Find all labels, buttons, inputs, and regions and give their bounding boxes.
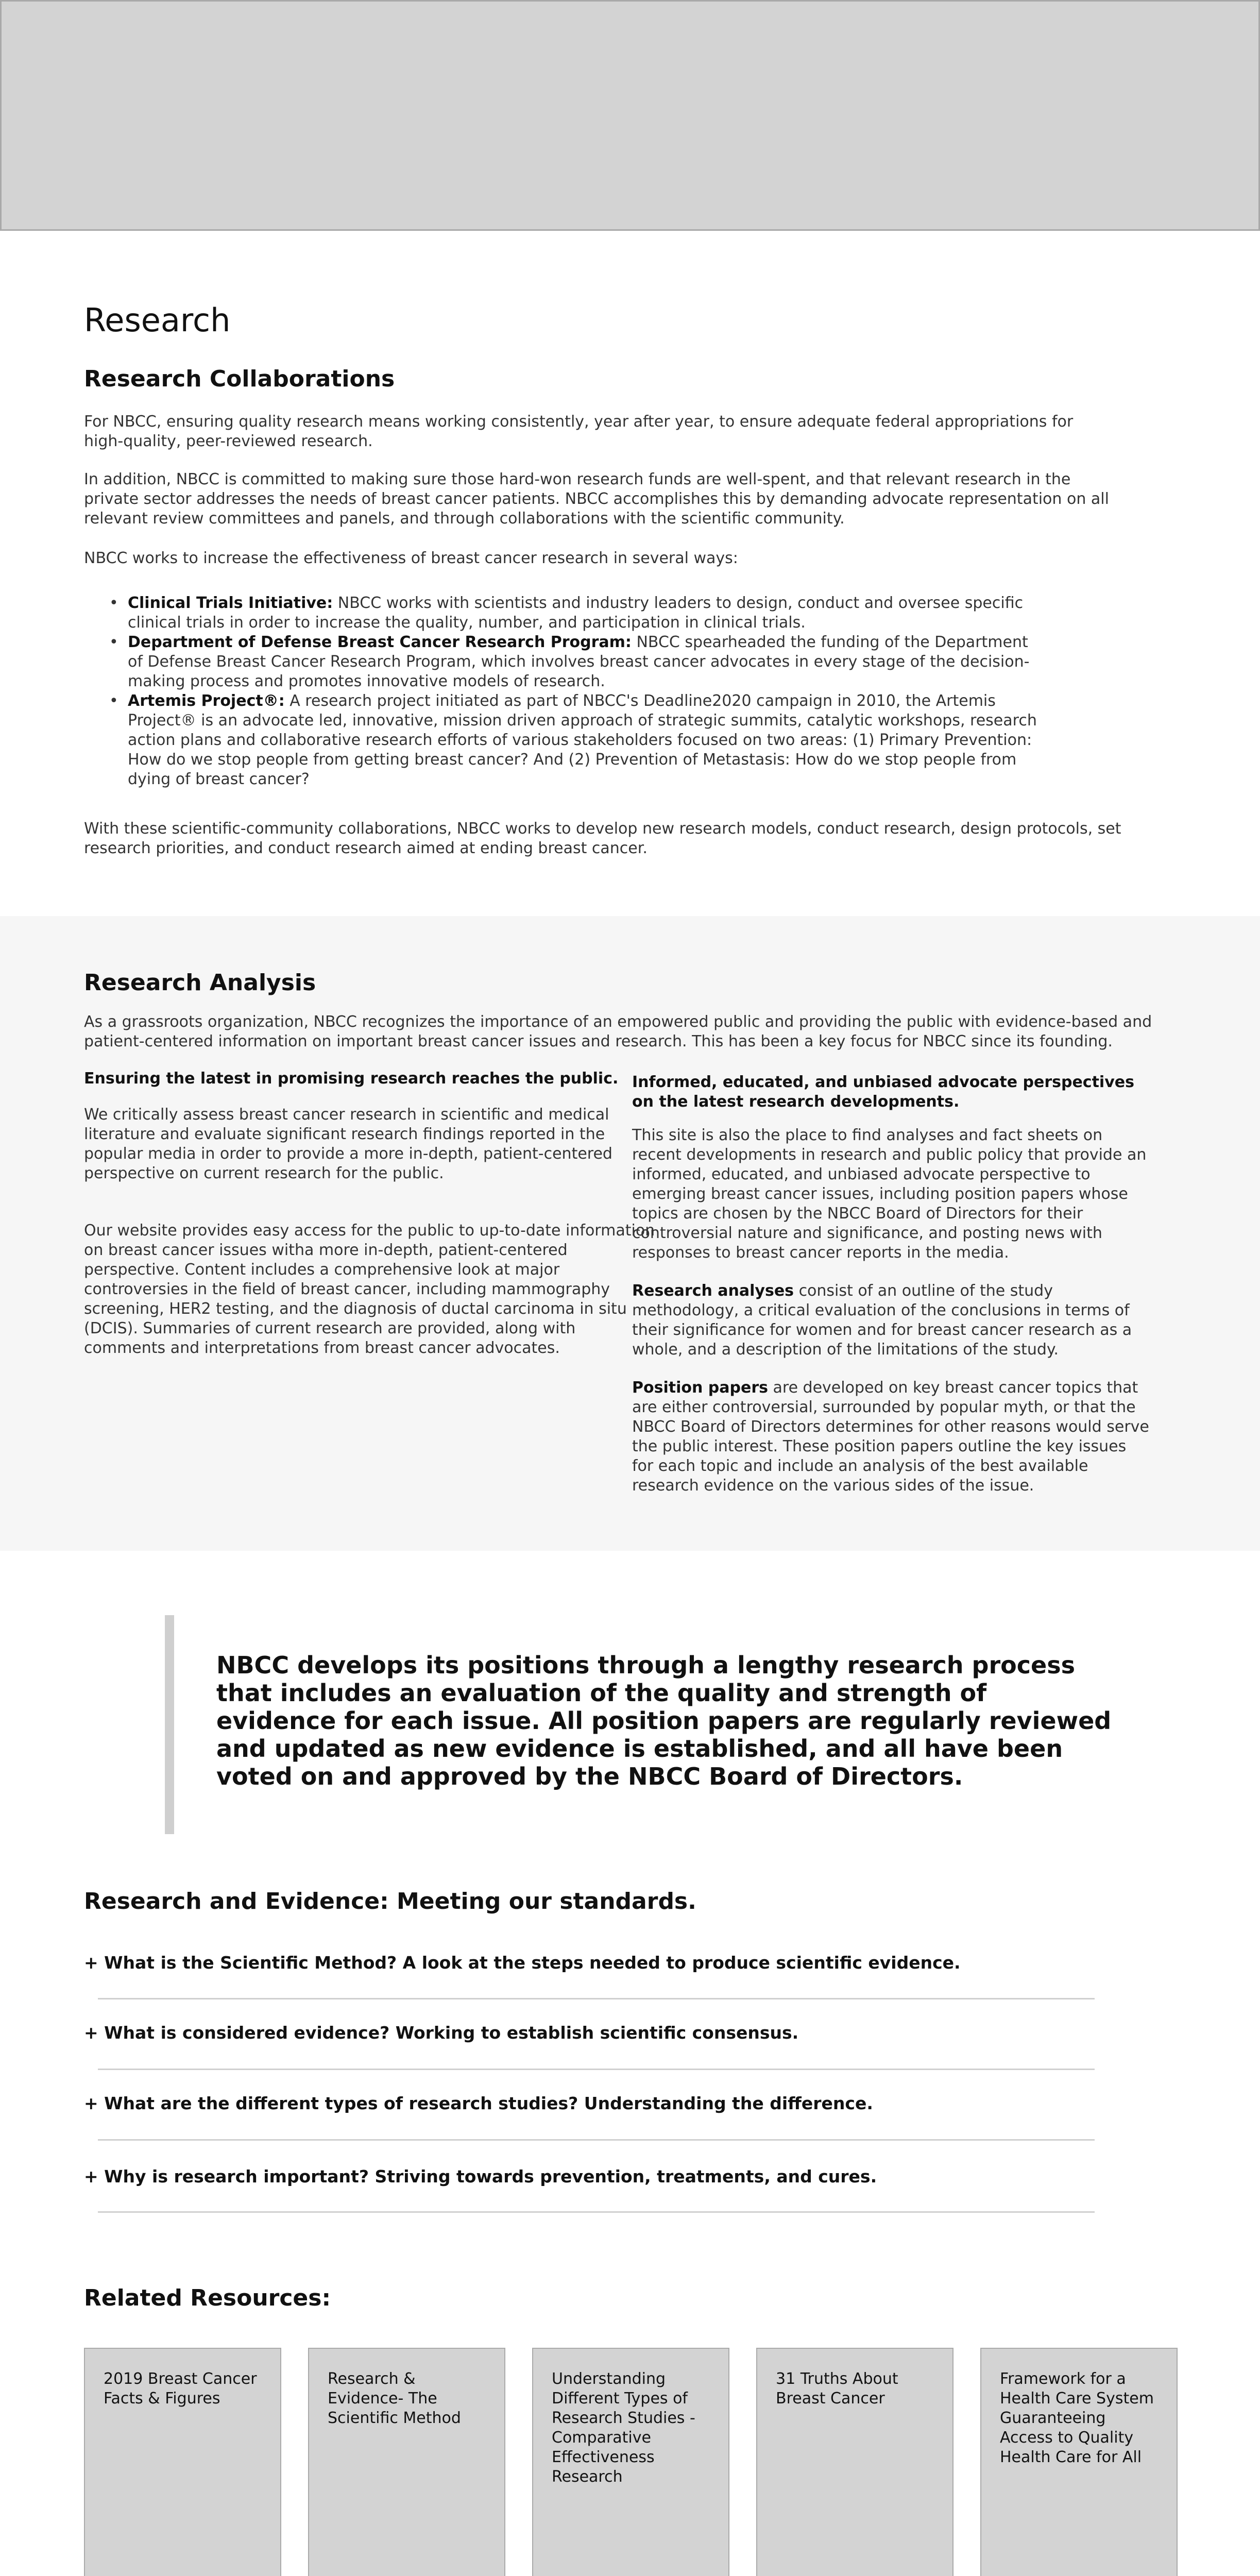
resource-card[interactable] [308, 2348, 505, 2576]
analysis-left-paragraph-1: We critically assess breast cancer research in scientific and medical literature and evaluate significant research findings reported in the popular media in order to provide a more in-depth, patient-centered perspective on current research for the public. [84, 1106, 612, 1182]
resource-card[interactable] [980, 2348, 1178, 2576]
quote-accent-bar [165, 1615, 174, 1834]
page-title: Research [84, 301, 231, 339]
research-analyses-label: Research analyses [632, 1282, 794, 1300]
divider [98, 2139, 1095, 2141]
resource-card[interactable] [756, 2348, 953, 2576]
bullet-text: NBCC spearheaded the funding of the Department of Defense Breast Cancer Research Program, which involves breast cancer advocates in every stage of the decision-making process and promotes innovative models of research. [128, 633, 1030, 690]
resource-card-title: 2019 Breast Cancer Facts & Figures [104, 2370, 257, 2408]
analysis-right-paragraph-1: This site is also the place to find analyses and fact sheets on recent developments in research and public policy that provide an informed, educated, and unbiased advocate perspective to emerging breast cancer issues, including position papers whose topics are chosen by the NBCC Board of Directors for their controversial nature and significance, and posting news with responses to breast cancer reports in the media. [632, 1126, 1147, 1262]
position-papers-text: are developed on key breast cancer topics that are either controversial, surrounded by popular myth, or that the NBCC Board of Directors determines for other reasons would serve the public interest. These position papers outline the key issues for each topic and include an analysis of the best available research evidence on the various sides of the issue. [632, 1379, 1149, 1495]
collaborations-list [118, 594, 1046, 789]
collab-paragraph-4: With these scientific-community collaborations, NBCC works to develop new research models, conduct research, design protocols, set research priorities, and conduct research aimed at ending breast cancer. [84, 820, 1121, 857]
collaborations-heading: Research Collaborations [84, 366, 395, 392]
resource-card-title: Understanding Different Types of Research Studies - Comparative Effectiveness Research [552, 2370, 695, 2486]
list-item [118, 691, 1046, 789]
accordion-item-study-types[interactable]: + What are the different types of research studies? Understanding the difference. [84, 2093, 873, 2113]
resource-card-title: Research & Evidence- The Scientific Method [328, 2370, 461, 2427]
hero-banner [0, 0, 1260, 231]
analysis-intro: As a grassroots organization, NBCC recognizes the importance of an empowered public and providing the public with evidence-based and patient-centered information on important breast cancer issues and research. This has been a key focus for NBCC since its founding. [84, 1013, 1152, 1050]
analysis-right-paragraph-3 [632, 1378, 1152, 1496]
bullet-lead: Clinical Trials Initiative: [128, 594, 333, 612]
bullet-text: A research project initiated as part of NBCC's Deadline2020 campaign in 2010, the Artemis Project® is an advocate led, innovative, mission driven approach of strategic summits, catalytic workshops, research action plans and collaborative research efforts of various stakeholders focused on two areas: (1) Primary Prevention: How do we stop people from getting breast cancer? And (2) Prevention of Metastasis: How do we stop people from dying of breast cancer? [128, 692, 1037, 788]
divider [98, 2211, 1095, 2213]
pull-quote: NBCC develops its positions through a lengthy research process that includes an evaluation of the quality and strength of evidence for each issue. All position papers are regularly reviewed and updated as new evidence is established, and all have been voted on and approved by the NBCC Board of Directors. [216, 1651, 1112, 1790]
list-item [118, 633, 1046, 691]
resource-card[interactable] [532, 2348, 729, 2576]
research-analyses-text: consist of an outline of the study methodology, a critical evaluation of the conclusions in terms of their significance for women and for breast cancer research as a whole, and a description of the limitations of the study. [632, 1282, 1132, 1359]
standards-heading: Research and Evidence: Meeting our standards. [84, 1888, 696, 1914]
bullet-lead: Department of Defense Breast Cancer Research Program: [128, 633, 632, 651]
analysis-right-paragraph-2 [632, 1281, 1152, 1360]
resource-card-title: Framework for a Health Care System Guaranteeing Access to Quality Health Care for All [1000, 2370, 1154, 2466]
accordion-item-scientific-method[interactable]: + What is the Scientific Method? A look at the steps needed to produce scientific evidence. [84, 1953, 961, 1973]
analysis-left-heading: Ensuring the latest in promising research reaches the public. [84, 1070, 619, 1088]
accordion-item-why-research[interactable]: + Why is research important? Striving towards prevention, treatments, and cures. [84, 2166, 877, 2187]
divider [98, 2069, 1095, 2070]
bullet-lead: Artemis Project®: [128, 692, 285, 710]
divider [98, 1998, 1095, 1999]
accordion-item-evidence[interactable]: + What is considered evidence? Working to establish scientific consensus. [84, 2023, 799, 2043]
analysis-heading: Research Analysis [84, 970, 316, 996]
analysis-left-paragraph-2: Our website provides easy access for the public to up-to-date information on breast cancer issues witha more in-depth, patient-centered perspective. Content includes a comprehensive look at major controversies in the field of breast cancer, including mammography screening, HER2 testing, and the diagnosis of ductal carcinoma in situ (DCIS). Summaries of current research are provided, along with comments and interpretations from breast cancer advocates. [84, 1222, 655, 1357]
analysis-right-heading: Informed, educated, and unbiased advocate perspectives on the latest research developments. [632, 1073, 1134, 1111]
list-item [118, 594, 1046, 633]
resource-card[interactable] [84, 2348, 281, 2576]
collab-paragraph-1: For NBCC, ensuring quality research means working consistently, year after year, to ensure adequate federal appropriations for high-quality, peer-reviewed research. [84, 413, 1074, 450]
bullet-text: NBCC works with scientists and industry leaders to design, conduct and oversee specific clinical trials in order to increase the quality, number, and participation in clinical trials. [128, 594, 1024, 632]
resource-card-title: 31 Truths About Breast Cancer [776, 2370, 898, 2408]
resources-heading: Related Resources: [84, 2285, 331, 2311]
position-papers-label: Position papers [632, 1379, 768, 1397]
collab-paragraph-2: In addition, NBCC is committed to making sure those hard-won research funds are well-spent, and that relevant research in the private sector addresses the needs of breast cancer patients. NBCC accomplishes this by demanding advocate representation on all relevant review committees and panels, and through collaborations with the scientific community. [84, 470, 1109, 528]
collab-paragraph-3: NBCC works to increase the effectiveness of breast cancer research in several ways: [84, 549, 738, 567]
